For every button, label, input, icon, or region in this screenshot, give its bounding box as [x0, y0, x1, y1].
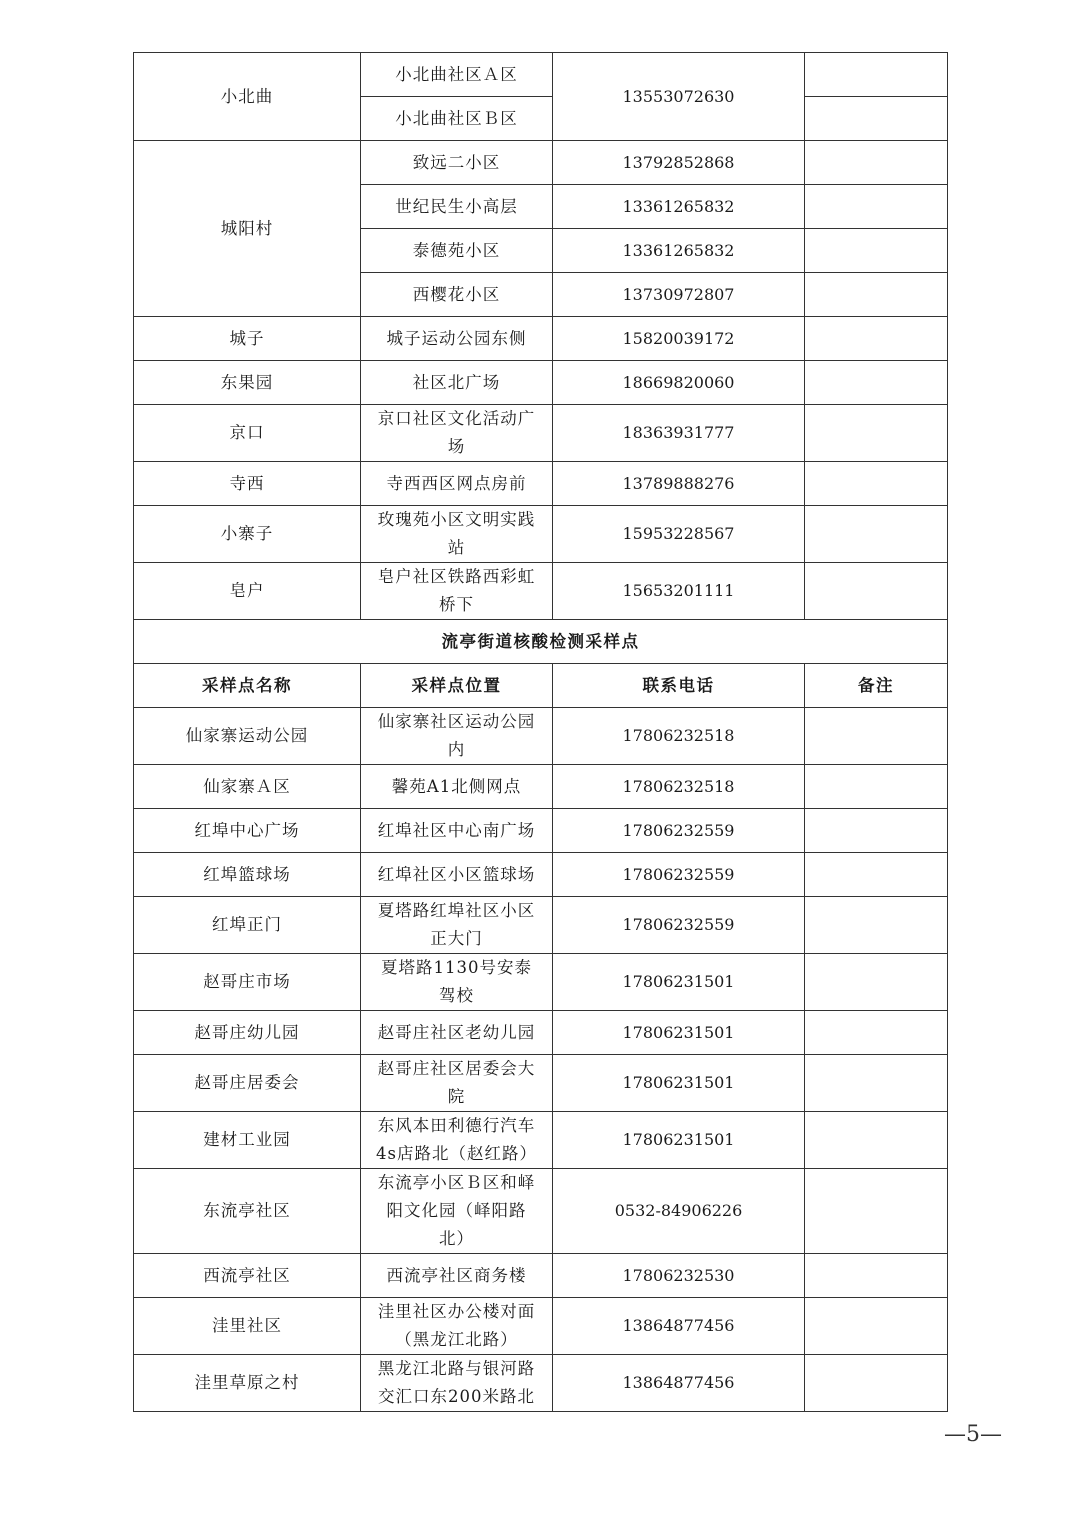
site-name-cell: 红埠中心广场 [134, 809, 361, 853]
table-row [134, 506, 948, 563]
site-location-cell: 黑龙江北路与银河路交汇口东200米路北 [361, 1355, 553, 1412]
phone-cell: 13553072630 [553, 53, 805, 141]
note-cell [805, 506, 948, 563]
site-name-cell: 京口 [134, 405, 361, 462]
table-row [134, 317, 948, 361]
site-location-cell: 城子运动公园东侧 [361, 317, 553, 361]
note-cell [805, 954, 948, 1011]
phone-cell: 15953228567 [553, 506, 805, 563]
phone-cell: 17806232518 [553, 765, 805, 809]
phone-cell: 17806231501 [553, 1112, 805, 1169]
site-location-cell: 夏塔路红埠社区小区正大门 [361, 897, 553, 954]
site-location-cell: 赵哥庄社区老幼儿园 [361, 1011, 553, 1055]
phone-cell: 13792852868 [553, 141, 805, 185]
note-cell [805, 1355, 948, 1412]
phone-cell: 13864877456 [553, 1298, 805, 1355]
table-row [134, 1254, 948, 1298]
note-cell [805, 897, 948, 954]
site-location-cell: 京口社区文化活动广场 [361, 405, 553, 462]
sampling-sites-table [133, 52, 948, 1412]
site-name-cell: 红埠正门 [134, 897, 361, 954]
site-location-cell: 洼里社区办公楼对面（黑龙江北路） [361, 1298, 553, 1355]
phone-cell: 15820039172 [553, 317, 805, 361]
header-row [134, 664, 948, 708]
site-location-cell: 红埠社区小区篮球场 [361, 853, 553, 897]
phone-cell: 17806232559 [553, 809, 805, 853]
phone-cell: 17806231501 [553, 1055, 805, 1112]
table-row [134, 1055, 948, 1112]
note-cell [805, 317, 948, 361]
table-row [134, 765, 948, 809]
site-name-cell: 赵哥庄市场 [134, 954, 361, 1011]
note-cell [805, 1112, 948, 1169]
phone-cell: 17806231501 [553, 1011, 805, 1055]
site-name-cell: 仙家寨Ａ区 [134, 765, 361, 809]
site-name-cell: 小北曲 [134, 53, 361, 141]
table-row [134, 1355, 948, 1412]
liuting-sites-body [134, 708, 948, 1412]
column-header-location: 采样点位置 [361, 664, 553, 708]
site-location-cell: 西樱花小区 [361, 273, 553, 317]
phone-cell: 15653201111 [553, 563, 805, 620]
site-location-cell: 东流亭小区Ｂ区和峄阳文化园（峄阳路北） [361, 1169, 553, 1254]
site-location-cell: 小北曲社区Ａ区 [361, 53, 553, 97]
column-header-phone: 联系电话 [553, 664, 805, 708]
site-name-cell: 皂户 [134, 563, 361, 620]
site-location-cell: 致远二小区 [361, 141, 553, 185]
note-cell [805, 1254, 948, 1298]
site-name-cell: 赵哥庄居委会 [134, 1055, 361, 1112]
site-location-cell: 世纪民生小高层 [361, 185, 553, 229]
note-cell [805, 229, 948, 273]
note-cell [805, 53, 948, 97]
phone-cell: 13864877456 [553, 1355, 805, 1412]
note-cell [805, 853, 948, 897]
note-cell [805, 809, 948, 853]
site-location-cell: 夏塔路1130号安泰驾校 [361, 954, 553, 1011]
site-name-cell: 洼里社区 [134, 1298, 361, 1355]
note-cell [805, 97, 948, 141]
table-row [134, 53, 948, 97]
phone-cell: 13361265832 [553, 229, 805, 273]
site-location-cell: 寺西西区网点房前 [361, 462, 553, 506]
site-location-cell: 红埠社区中心南广场 [361, 809, 553, 853]
note-cell [805, 1055, 948, 1112]
table-row [134, 1112, 948, 1169]
phone-cell: 13730972807 [553, 273, 805, 317]
note-cell [805, 141, 948, 185]
table-row [134, 1169, 948, 1254]
note-cell [805, 1298, 948, 1355]
site-location-cell: 社区北广场 [361, 361, 553, 405]
table-row [134, 361, 948, 405]
phone-cell: 13361265832 [553, 185, 805, 229]
note-cell [805, 405, 948, 462]
site-name-cell: 赵哥庄幼儿园 [134, 1011, 361, 1055]
phone-cell: 17806232518 [553, 708, 805, 765]
site-name-cell: 建材工业园 [134, 1112, 361, 1169]
phone-cell: 0532-84906226 [553, 1169, 805, 1254]
site-name-cell: 城阳村 [134, 141, 361, 317]
table-row [134, 708, 948, 765]
note-cell [805, 462, 948, 506]
table-row [134, 809, 948, 853]
section-title-row [134, 620, 948, 664]
page-number: —5— [944, 1422, 1002, 1447]
site-name-cell: 西流亭社区 [134, 1254, 361, 1298]
note-cell [805, 1169, 948, 1254]
phone-cell: 13789888276 [553, 462, 805, 506]
table-row [134, 141, 948, 185]
note-cell [805, 563, 948, 620]
note-cell [805, 273, 948, 317]
site-location-cell: 西流亭社区商务楼 [361, 1254, 553, 1298]
table-row [134, 897, 948, 954]
site-name-cell: 小寨子 [134, 506, 361, 563]
site-name-cell: 寺西 [134, 462, 361, 506]
phone-cell: 18669820060 [553, 361, 805, 405]
note-cell [805, 708, 948, 765]
site-name-cell: 东流亭社区 [134, 1169, 361, 1254]
table-row [134, 405, 948, 462]
site-location-cell: 赵哥庄社区居委会大院 [361, 1055, 553, 1112]
site-name-cell: 仙家寨运动公园 [134, 708, 361, 765]
site-location-cell: 泰德苑小区 [361, 229, 553, 273]
phone-cell: 17806232530 [553, 1254, 805, 1298]
table-row [134, 954, 948, 1011]
site-name-cell: 东果园 [134, 361, 361, 405]
site-location-cell: 东风本田利德行汽车4s店路北（赵红路） [361, 1112, 553, 1169]
table-row [134, 1298, 948, 1355]
note-cell [805, 765, 948, 809]
table-row [134, 1011, 948, 1055]
column-header-name: 采样点名称 [134, 664, 361, 708]
note-cell [805, 361, 948, 405]
table-row [134, 853, 948, 897]
phone-cell: 17806231501 [553, 954, 805, 1011]
phone-cell: 17806232559 [553, 897, 805, 954]
site-location-cell: 仙家寨社区运动公园内 [361, 708, 553, 765]
table-row [134, 462, 948, 506]
site-location-cell: 小北曲社区Ｂ区 [361, 97, 553, 141]
site-name-cell: 洼里草原之村 [134, 1355, 361, 1412]
column-header-note: 备注 [805, 664, 948, 708]
site-name-cell: 城子 [134, 317, 361, 361]
site-location-cell: 皂户社区铁路西彩虹桥下 [361, 563, 553, 620]
table-row [134, 563, 948, 620]
phone-cell: 18363931777 [553, 405, 805, 462]
section-title: 流亭街道核酸检测采样点 [134, 620, 948, 664]
note-cell [805, 1011, 948, 1055]
site-name-cell: 红埠篮球场 [134, 853, 361, 897]
note-cell [805, 185, 948, 229]
phone-cell: 17806232559 [553, 853, 805, 897]
site-location-cell: 馨苑A1北侧网点 [361, 765, 553, 809]
site-location-cell: 玫瑰苑小区文明实践站 [361, 506, 553, 563]
